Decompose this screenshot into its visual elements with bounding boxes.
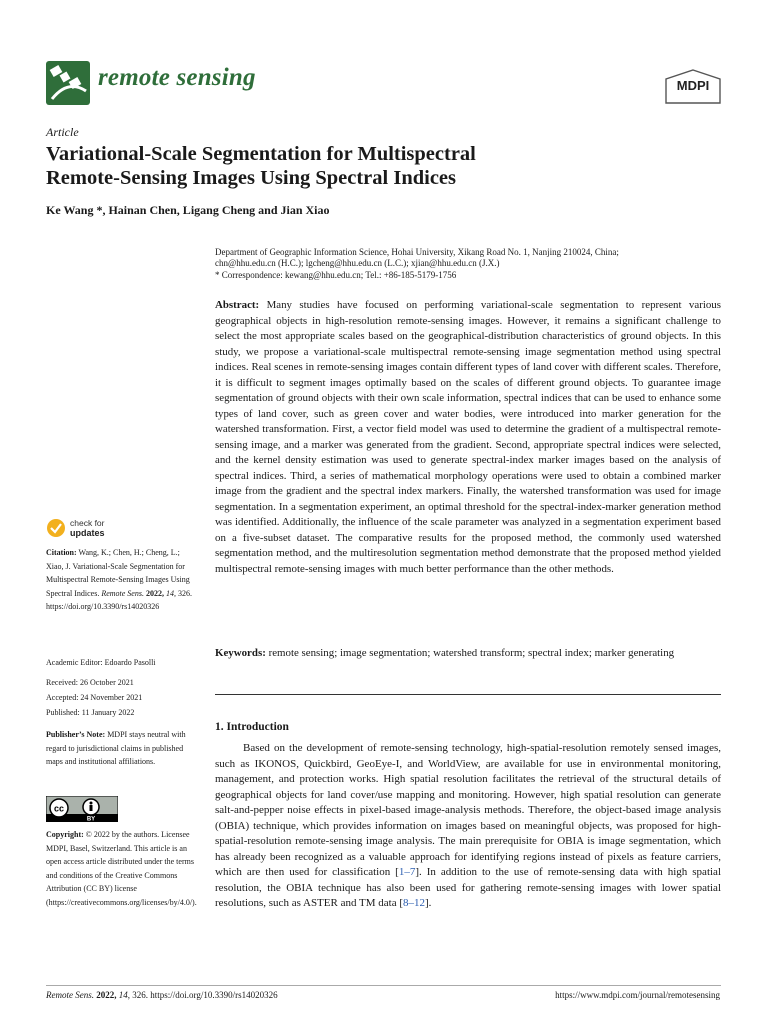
footer-doi[interactable]: 326. https://doi.org/10.3390/rs14020326 bbox=[132, 990, 278, 1000]
citation bbox=[46, 546, 198, 614]
accepted-date: Accepted: 24 November 2021 bbox=[46, 693, 143, 702]
section-divider bbox=[215, 694, 721, 695]
academic-editor: Academic Editor: Edoardo Pasolli bbox=[46, 658, 156, 667]
copyright-text: © 2022 by the authors. Licensee MDPI, Basel, Switzerland. This article is an open access article distributed under the terms and conditions of the Creative Commons Attribution (CC BY) license (https://creativecommons.org/licenses/by/4.0/). bbox=[46, 830, 197, 907]
affiliation: Department of Geographic Information Science, Hohai University, Xikang Road No. 1, Nanjing 210024, China; bbox=[215, 247, 619, 257]
introduction-paragraph bbox=[215, 741, 721, 912]
intro-text-part: ]. bbox=[425, 897, 432, 909]
intro-text-part: Based on the development of remote-sensing technology, high-spatial-resolution remotely sensed images, such as IKONOS, Quickbird, GeoEye-I, and WorldView, are available for use in environmental monitoring, management, and protection works. High spatial resolution facilitates the retrieval of the structural details of geographical objects for land cover/use mapping and monitoring. However, high spatial resolution can generate salt-and-pepper noise effects in pixel-based image-analysis methods. Therefore, the object-based image analysis (OBIA) technique, which provides information on images based on meaningful objects, was proposed for high-spatial-resolution remote-sensing image analysis. The main prerequisite for OBIA is image segmentation, which has already been recognized as a valuable approach for identifying regions instead of pixels as feature carriers, which are then used for classification [ bbox=[215, 742, 721, 878]
citation-volume: 14, bbox=[165, 588, 176, 598]
publisher-note bbox=[46, 728, 198, 769]
abstract bbox=[215, 298, 721, 577]
published-date: Published: 11 January 2022 bbox=[46, 708, 135, 717]
reference-link[interactable]: 8–12 bbox=[403, 897, 425, 909]
article-title bbox=[46, 142, 666, 190]
check-for-updates-label[interactable]: check for bbox=[70, 518, 105, 528]
publisher-name: MDPI bbox=[676, 78, 710, 93]
correspondence: * Correspondence: kewang@hhu.edu.cn; Tel.: +86-185-5179-1756 bbox=[215, 270, 457, 280]
article-type: Article bbox=[46, 125, 79, 139]
received-date: Received: 26 October 2021 bbox=[46, 678, 134, 687]
citation-year: 2022, bbox=[145, 588, 164, 598]
footer-year: 2022, bbox=[96, 990, 117, 1000]
keywords-label: Keywords: bbox=[215, 647, 266, 659]
reference-link[interactable]: 1–7 bbox=[398, 866, 416, 878]
publisher-note-label: Publisher’s Note: bbox=[46, 730, 106, 739]
citation-text: Wang, K.; Chen, H.; Cheng, L.; Xiao, J. Variational-Scale Segmentation for Multispectral Remote-Sensing Images Using Spectral Indices. bbox=[46, 548, 190, 598]
author-emails: chn@hhu.edu.cn (H.C.); lgcheng@hhu.edu.cn (L.C.); xjian@hhu.edu.cn (J.X.) bbox=[215, 258, 500, 268]
check-for-updates-label-bold[interactable]: updates bbox=[70, 528, 105, 538]
footer-divider bbox=[46, 985, 721, 986]
footer-volume: 14, bbox=[118, 990, 130, 1000]
footer-journal: Remote Sens. bbox=[46, 990, 94, 1000]
cc-by-license-icon[interactable] bbox=[46, 796, 118, 822]
citation-label: Citation: bbox=[46, 548, 77, 557]
check-for-updates-icon[interactable] bbox=[46, 518, 66, 538]
footer-journal-url[interactable]: https://www.mdpi.com/journal/remotesensing bbox=[555, 990, 720, 1000]
journal-name: remote sensing bbox=[98, 64, 256, 91]
authors: Ke Wang *, Hainan Chen, Ligang Cheng and Jian Xiao bbox=[46, 203, 330, 217]
journal-logo-icon bbox=[46, 61, 90, 105]
copyright bbox=[46, 828, 198, 909]
abstract-label: Abstract: bbox=[215, 299, 260, 311]
citation-journal: Remote Sens. bbox=[101, 588, 144, 598]
license-badge-text: BY bbox=[86, 816, 96, 822]
title-line-2: Remote-Sensing Images Using Spectral Indices bbox=[46, 167, 456, 189]
copyright-label: Copyright: bbox=[46, 830, 84, 839]
title-line-1: Variational-Scale Segmentation for Multispectral bbox=[46, 143, 476, 165]
section-heading: 1. Introduction bbox=[215, 721, 289, 733]
keywords bbox=[215, 646, 721, 662]
abstract-text: Many studies have focused on performing variational-scale segmentation to represent various geographical objects in high-resolution remote-sensing images. However, it remains a significant challenge to select the most appropriate scales based on the geographical-distribution characteristics of ground objects. In this study, we propose a variational-scale multispectral remote-sensing image segmentation method using spectral indices. Real scenes in remote-sensing images contain different types of land cover with different scales. Therefore, it is difficult to segment images optimally based on the scales of different ground objects. To guarantee image segmentation of ground objects with their own scale information, spectral indices that can be used to enhance some types of land cover, such as green cover and water bodies, were introduced into marker generation for the watershed transformation. First, a vector field model was used to determine the gradient of a multispectral remote-sensing image, and a marker was generated from the gradient. Second, appropriate spectral indices were selected, and the kernel density estimation was used to generate spectral-index marker images based on the analysis of spectral indices. Third, a series of mathematical morphology operations were used to obtain a combined marker image from the gradient and the spectral index markers. Finally, the watershed transformation was used for image segmentation. In a segmentation experiment, an optimal threshold for the spectral-index-marker generation method was identified. Additionally, the influence of the scale parameter was analyzed in a segmentation experiment based on a five-subset dataset. The comparative results for the proposed method, the commonly used watershed segmentation method, and the multiresolution segmentation method demonstrate that the proposed method yielded multispectral remote-sensing images with much better performance than the other methods. bbox=[215, 299, 721, 575]
keywords-text: remote sensing; image segmentation; watershed transform; spectral index; marker generating bbox=[268, 647, 675, 659]
citation-doi[interactable]: 326. https://doi.org/10.3390/rs14020326 bbox=[46, 588, 192, 611]
svg-text:cc: cc bbox=[53, 803, 65, 814]
intro-text-part: ]. In addition to the use of remote-sensing data with high spatial resolution, the OBIA technique has also been used for gathering remote-sensing images with lower spatial resolutions, such as ASTER and TM data [ bbox=[215, 866, 721, 909]
publisher-note-text: MDPI stays neutral with regard to jurisdictional claims in published maps and institutional affiliations. bbox=[46, 730, 186, 766]
footer-citation bbox=[46, 990, 278, 1000]
